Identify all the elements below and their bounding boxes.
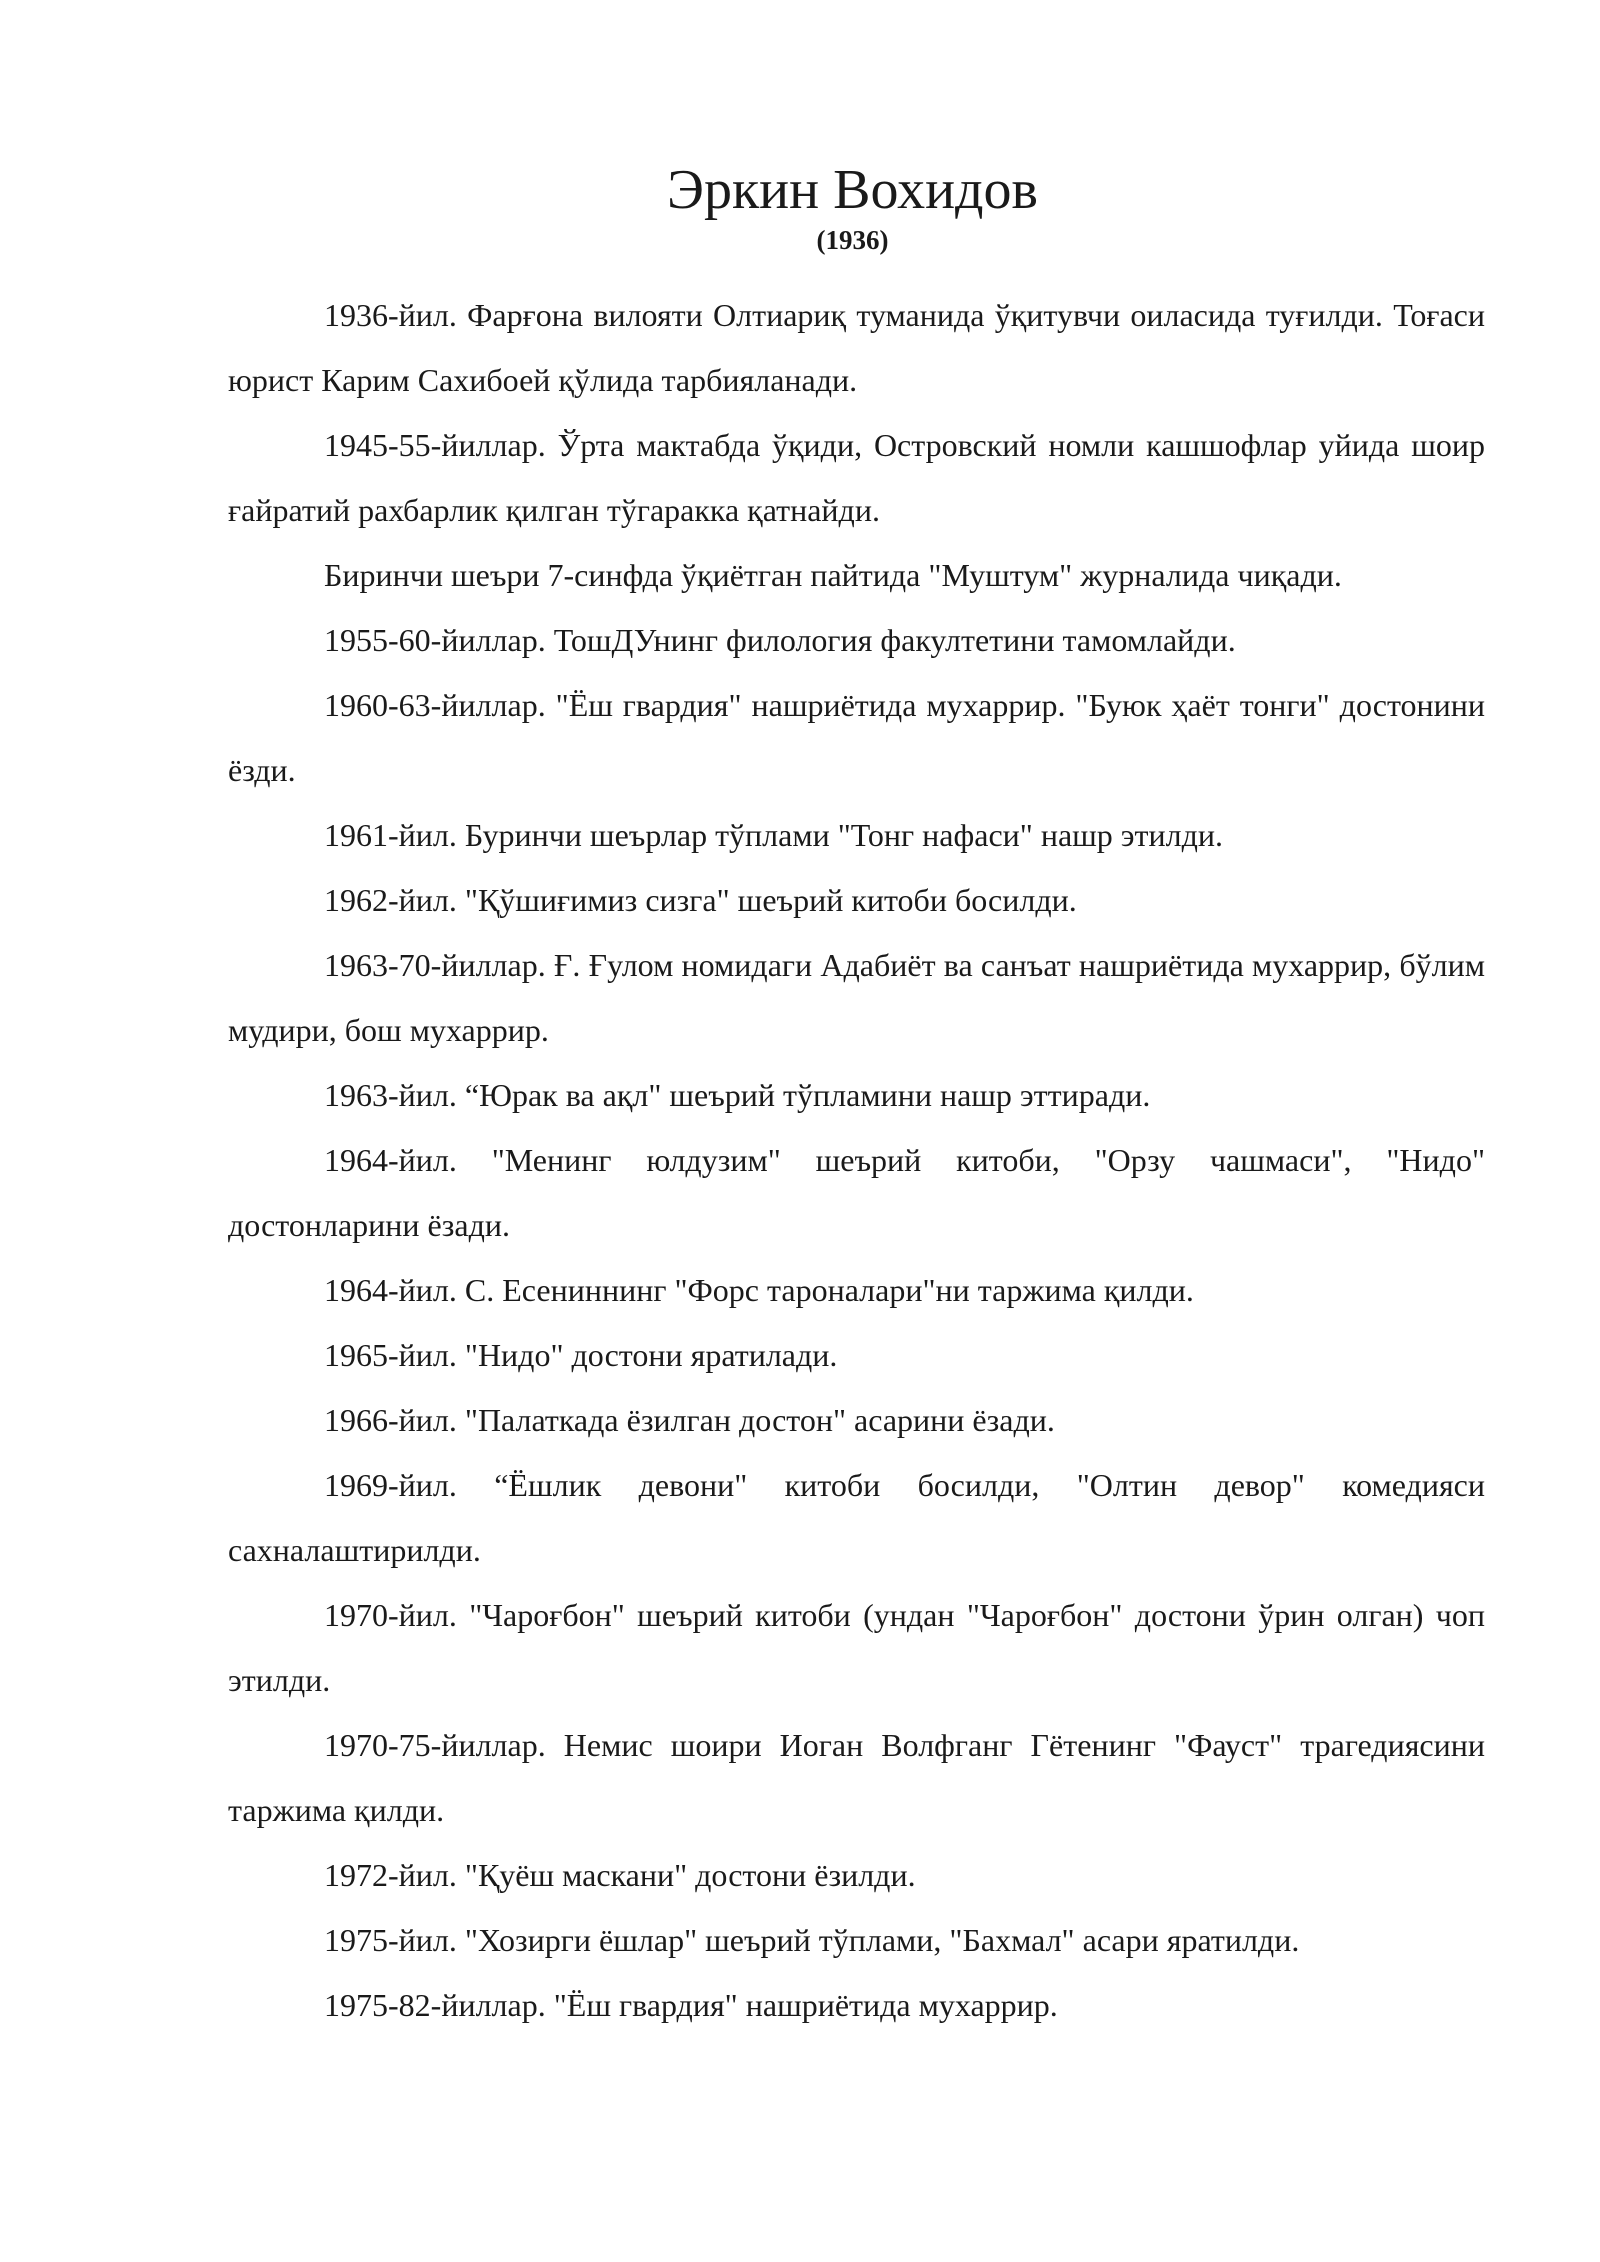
paragraph: 1960-63-йиллар. "Ёш гвардия" нашриётида мухаррир. "Буюк ҳаёт тонги" достонини ёзди. [228,687,1485,788]
document-subtitle: (1936) [816,225,889,255]
paragraph: 1945-55-йиллар. Ўрта мактабда ўқиди, Островский номли кашшофлар уйида шоир ғайратий рахбарлик қилган тўгаракка қатнайди. [228,427,1485,528]
document-body [228,283,1485,2038]
paragraph: 1975-йил. "Хозирги ёшлар" шеърий тўплами, "Бахмал" асари яратилди. [324,1922,1300,1958]
paragraph: 1970-йил. "Чароғбон" шеърий китоби (ундан "Чароғбон" достони ўрин олган) чоп этилди. [228,1597,1485,1698]
paragraph: 1962-йил. "Қўшиғимиз сизга" шеърий китоби босилди. [324,882,1077,918]
paragraph: 1965-йил. "Нидо" достони яратилади. [324,1337,838,1373]
paragraph: 1964-йил. С. Есениннинг "Форс тароналари"ни таржима қилди. [324,1272,1194,1308]
paragraph: 1936-йил. Фарғона вилояти Олтиариқ туманида ўқитувчи оиласида туғилди. Тоғаси юрист Карим Сахибоей қўлида тарбияланади. [228,297,1485,398]
paragraph: 1969-йил. “Ёшлик девони" китоби босилди, "Олтин девор" комедияси сахналаштирилди. [228,1467,1485,1568]
paragraph: 1961-йил. Буринчи шеърлар тўплами "Тонг нафаси" нашр этилди. [324,817,1224,853]
paragraph: 1972-йил. "Қуёш маскани" достони ёзилди. [324,1857,916,1893]
paragraph: 1966-йил. "Палаткада ёзилган достон" асарини ёзади. [324,1402,1055,1438]
paragraph: 1955-60-йиллар. ТошДУнинг филология факултетини тамомлайди. [324,622,1236,658]
document-title: Эркин Вохидов [667,159,1038,221]
paragraph: 1975-82-йиллар. "Ёш гвардия" нашриётида мухаррир. [324,1987,1058,2023]
paragraph: 1970-75-йиллар. Немис шоири Иоган Волфганг Гётенинг "Фауст" трагедиясини таржима қилди. [228,1727,1485,1828]
paragraph: 1963-70-йиллар. Ғ. Ғулом номидаги Адабиёт ва санъат нашриётида мухаррир, бўлим мудири, бош мухаррир. [228,947,1485,1048]
paragraph: Биринчи шеъри 7-синфда ўқиётган пайтида "Муштум" журналида чиқади. [324,557,1342,593]
paragraph: 1964-йил. "Менинг юлдузим" шеърий китоби, "Орзу чашмаси", "Нидо" достонларини ёзади. [228,1142,1485,1243]
paragraph: 1963-йил. “Юрак ва ақл" шеърий тўпламини нашр эттиради. [324,1077,1151,1113]
